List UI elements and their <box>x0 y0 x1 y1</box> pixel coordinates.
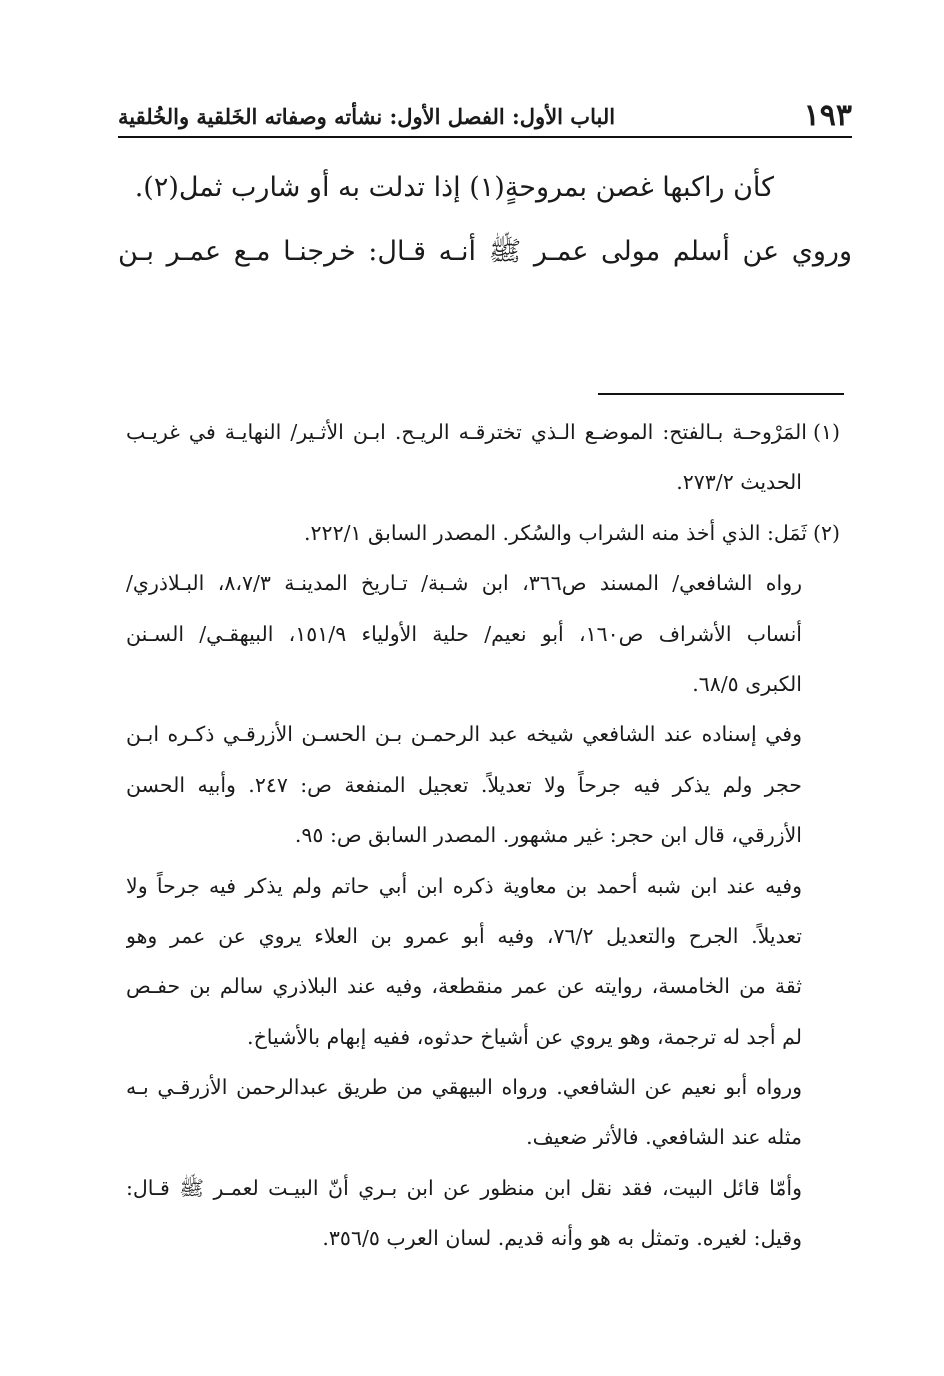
footnote-note-line: تعديلاً. الجرح والتعديل ٧٦/٢، وفيه أبو عمرو بن العلاء يروي عن عمر وهو <box>126 923 802 948</box>
footnote-note-line: الأزرقي، قال ابن حجر: غير مشهور. المصدر السابق ص: ٩٥. <box>294 823 802 848</box>
footnote-separator <box>598 393 844 395</box>
page-header <box>118 96 852 138</box>
main-text <box>118 160 852 288</box>
footnote-1-line: الحديث ٢٧٣/٢. <box>676 470 802 495</box>
footnote-note-line: مثله عند الشافعي. فالأثر ضعيف. <box>526 1125 802 1150</box>
footnote-1-line <box>126 408 840 458</box>
footnote-note-line: وقيل: لغيره. وتمثل به هو وأنه قديم. لسان العرب ٣٥٦/٥. <box>322 1226 802 1251</box>
footnote-note-line: وأمّا قائل البيت، فقد نقل ابن منظور عن ابن بـري أنّ البيـت لعمـر ﷺ قـال: <box>126 1175 802 1200</box>
footnote-note-line: رواه الشافعي/ المسند ص٣٦٦، ابن شـبة/ تـاريخ المدينـة ٨،٧/٣، البـلاذري/ <box>126 571 802 596</box>
footnote-note-line: وفيه عند ابن شبه أحمد بن معاوية ذكره ابن أبي حاتم ولم يذكر فيه جرحاً ولا <box>126 873 802 898</box>
page-number: ١٩٣ <box>803 98 852 133</box>
footnote-note-line: الكبرى ٦٨/٥. <box>692 671 802 696</box>
running-title: الباب الأول: الفصل الأول: نشأته وصفاته الخَلقية والخُلقية <box>118 104 616 129</box>
footnote-note-line: ورواه أبو نعيم عن الشافعي. ورواه البيهقي من طريق عبدالرحمن الأزرقـي بـه <box>126 1075 802 1100</box>
footnote-2-line <box>126 509 840 559</box>
footnotes-section <box>126 408 840 1265</box>
footnote-note-line: وفي إسناده عند الشافعي شيخه عبد الرحمـن بـن الحسـن الأزرقـي ذكـره ابـن <box>126 722 802 747</box>
footnote-note-line: ثقة من الخامسة، روايته عن عمر منقطعة، وفيه عند البلاذري سالم بن حفـص <box>126 974 802 999</box>
footnote-2-text: ثَمَل: الذي أخذ منه الشراب والسُكر. المصدر السابق ٢٢٢/١. <box>304 520 807 545</box>
footnote-1-marker: (١) <box>812 420 840 444</box>
body-text-line: وروي عن أسلم مولى عمـر ﷺ أنـه قـال: خرجنـا مـع عمـر بـن <box>118 236 852 267</box>
poem-verse-line: كأن راكبها غصن بمروحةٍ(١) إذا تدلت به أو شارب ثمل(٢). <box>134 172 774 203</box>
footnote-1-text: المَرْوحـة بـالفتح: الموضـع الـذي تخترقـه الريـح. ابـن الأثـير/ النهايـة في غريـب <box>126 420 807 444</box>
footnote-note-line: أنساب الأشراف ص١٦٠، أبو نعيم/ حلية الأولياء ١٥١/٩، البيهقـي/ السـنن <box>126 621 802 646</box>
footnote-note-line: حجر ولم يذكر فيه جرحاً ولا تعديلاً. تعجيل المنفعة ص: ٢٤٧. وأبيه الحسن <box>126 772 802 797</box>
footnote-2-marker: (٢) <box>812 520 840 545</box>
footnote-note-line: لم أجد له ترجمة، وهو يروي عن أشياخ حدثوه، ففيه إبهام بالأشياخ. <box>247 1024 802 1049</box>
